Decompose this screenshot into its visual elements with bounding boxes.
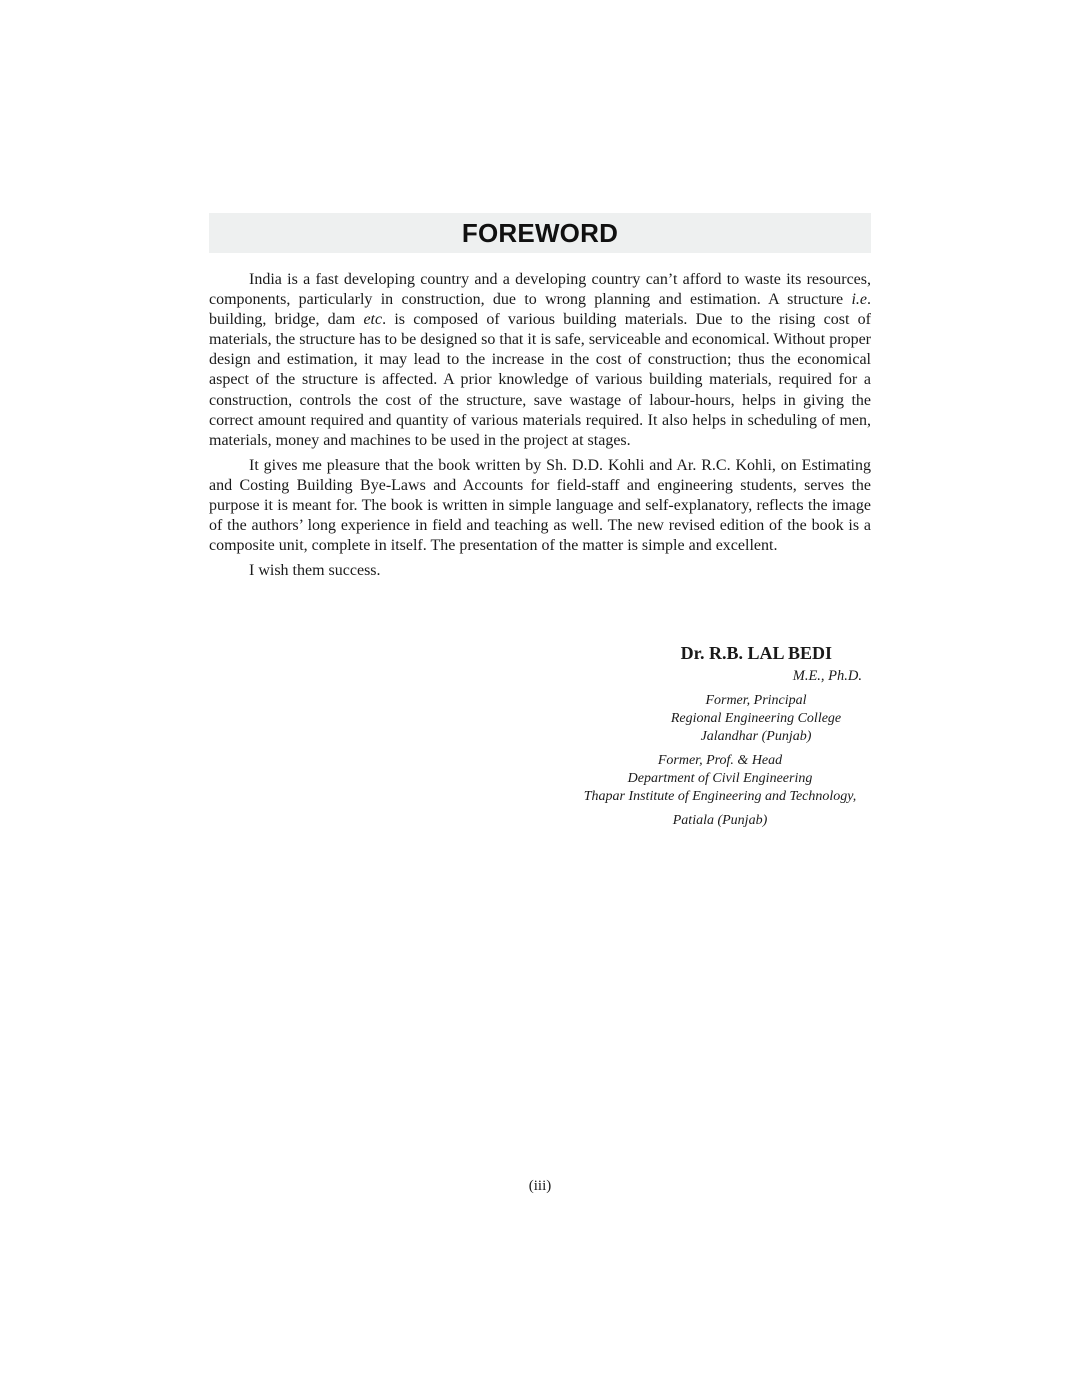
ie-abbreviation: i.e xyxy=(851,291,867,309)
paragraph-2: It gives me pleasure that the book written by Sh. D.D. Kohli and Ar. R.C. Kohli, on Estimating and Costing Building Bye-Laws and Accounts for field-staff and engineering students, serves the purpose it is meant for. The book is written in simple language and self-explanatory, reflects the image of the authors’ long experience in field and teaching as well. The new revised edition of the book is a composite unit, complete in itself. The presentation of the matter is simple and excellent. xyxy=(209,456,871,555)
position-1-line-1: Former, Principal xyxy=(705,693,807,708)
etc-abbreviation: etc xyxy=(363,311,383,329)
paragraph-1-part-a: India is a fast developing country and a developing country can’t afford to waste its resources, components, particularly in construction, due to wrong planning and estimation. A structure xyxy=(209,271,871,309)
paragraph-1-part-b: . building, bridge, dam xyxy=(209,291,871,329)
paragraph-1 xyxy=(209,270,871,451)
paragraph-1-part-c: . is composed of various building materials. Due to the rising cost of materials, the structure has to be designed so that it is safe, serviceable and economical. Without proper design and estimation, it may lead to the increase in the cost of construction; thus the economical aspect of the structure is affected. A prior knowledge of various building materials, required for a construction, controls the cost of the structure, save wastage of labour-hours, helps in giving the correct amount required and quantity of various materials required. It also helps in scheduling of men, materials, money and machines to be used in the project at stages. xyxy=(209,311,871,449)
foreword-body xyxy=(209,270,871,586)
paragraph-3: I wish them success. xyxy=(249,562,381,580)
page-title: FOREWORD xyxy=(461,217,619,248)
former-professor-block xyxy=(530,752,910,830)
signatory-degrees: M.E., Ph.D. xyxy=(792,668,862,684)
position-2-line-4: Patiala (Punjab) xyxy=(672,813,768,828)
title-bar xyxy=(209,213,871,253)
position-2-line-3: Thapar Institute of Engineering and Technology, xyxy=(583,789,857,804)
position-2-line-1: Former, Prof. & Head xyxy=(657,753,783,768)
position-2-line-2: Department of Civil Engineering xyxy=(627,771,813,786)
former-principal-block xyxy=(566,692,946,746)
page-number: (iii) xyxy=(528,1178,552,1194)
position-1-line-3: Jalandhar (Punjab) xyxy=(700,729,812,744)
position-1-line-2: Regional Engineering College xyxy=(670,711,842,726)
signatory-name: Dr. R.B. LAL BEDI xyxy=(680,643,832,663)
